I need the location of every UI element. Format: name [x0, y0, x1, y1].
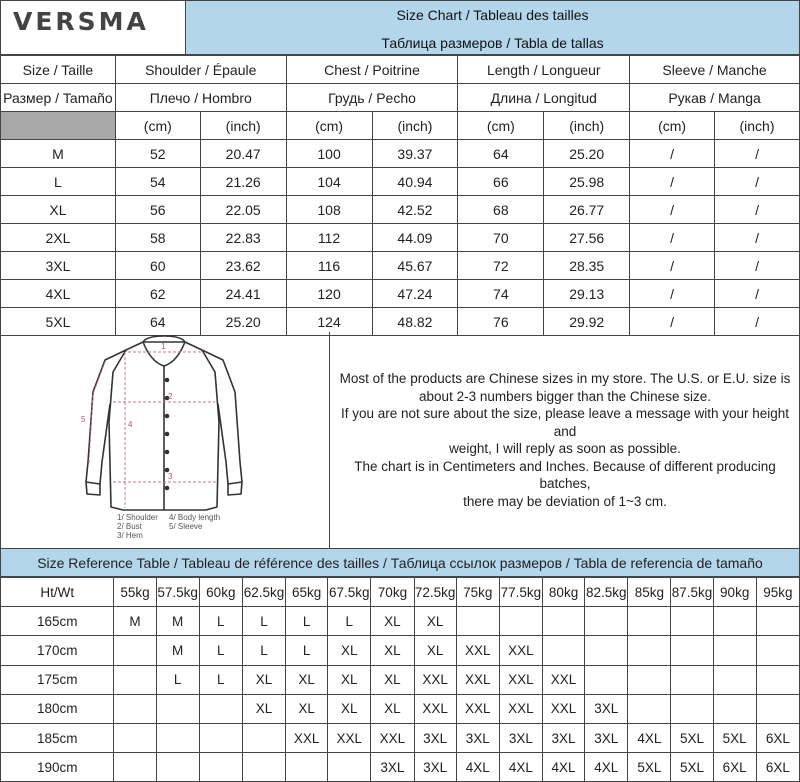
- measure-cell: /: [715, 308, 800, 336]
- measure-cell: 29.13: [544, 280, 630, 308]
- header-row-1: [1, 56, 800, 84]
- size-header-cell: Размер / Tamaño: [1, 84, 116, 112]
- measure-cell: 25.20: [200, 308, 286, 336]
- size-note: [330, 332, 800, 548]
- unit-cell: (inch): [372, 112, 458, 140]
- unit-cell: (cm): [458, 112, 544, 140]
- measure-cell: 24.41: [200, 280, 286, 308]
- info-section: [0, 332, 800, 549]
- weight-header-cell: 82.5kg: [585, 578, 628, 607]
- weight-header-cell: 75kg: [456, 578, 499, 607]
- size-cell: L: [199, 636, 242, 665]
- measure-header-cell: Shoulder / Épaule: [115, 56, 286, 84]
- unit-cell: (inch): [200, 112, 286, 140]
- measure-label-5: 5: [81, 415, 86, 424]
- size-cell: L: [242, 636, 285, 665]
- measure-cell: 21.26: [200, 168, 286, 196]
- size-cell: [114, 636, 156, 665]
- measure-cell: 22.83: [200, 224, 286, 252]
- measure-cell: /: [715, 280, 800, 308]
- measure-cell: /: [630, 252, 715, 280]
- height-label: 190cm: [1, 753, 114, 782]
- size-cell: [756, 665, 799, 694]
- size-cell: [628, 636, 671, 665]
- size-cell: XXL: [456, 636, 499, 665]
- weight-header-cell: 87.5kg: [671, 578, 713, 607]
- measure-cell: /: [715, 140, 800, 168]
- grey-cell: [1, 112, 116, 140]
- table-row: [1, 224, 800, 252]
- size-cell: [114, 723, 156, 752]
- legend-body-length: 4/ Body length: [169, 513, 221, 522]
- measure-cell: 100: [286, 140, 372, 168]
- size-cell: XL: [328, 694, 371, 723]
- size-reference-table: [0, 577, 800, 782]
- measure-label-2: 2: [168, 392, 173, 401]
- legend-sleeve: 5/ Sleeve: [169, 522, 203, 531]
- measure-cell: /: [630, 140, 715, 168]
- weight-header-cell: 85kg: [628, 578, 671, 607]
- size-cell: 4XL: [628, 723, 671, 752]
- size-cell: 5XL: [671, 723, 713, 752]
- height-label: 165cm: [1, 607, 114, 636]
- size-cell: L: [156, 665, 199, 694]
- size-cell: L: [286, 607, 328, 636]
- height-label: 185cm: [1, 723, 114, 752]
- measure-cell: 66: [458, 168, 544, 196]
- table-row: [1, 694, 800, 723]
- size-cell: XXL: [328, 723, 371, 752]
- size-cell: XL: [328, 636, 371, 665]
- size-label: M: [1, 140, 116, 168]
- size-cell: XL: [242, 665, 285, 694]
- note-line: If you are not sure about the size, please leave a message with your height and: [340, 406, 790, 439]
- size-cell: [156, 753, 199, 782]
- table-row: [1, 753, 800, 782]
- size-cell: [756, 607, 799, 636]
- size-cell: 3XL: [414, 753, 456, 782]
- weight-header-cell: 65kg: [286, 578, 328, 607]
- brand-logo: [0, 0, 186, 55]
- measure-header-cell: Рукав / Manga: [630, 84, 800, 112]
- height-label: 175cm: [1, 665, 114, 694]
- weight-header-cell: 62.5kg: [242, 578, 285, 607]
- size-cell: XXL: [456, 665, 499, 694]
- measure-cell: 26.77: [544, 196, 630, 224]
- measure-cell: 48.82: [372, 308, 458, 336]
- measure-cell: 120: [286, 280, 372, 308]
- measure-cell: 39.37: [372, 140, 458, 168]
- measure-cell: 58: [115, 224, 200, 252]
- measure-cell: 112: [286, 224, 372, 252]
- measure-header-cell: Length / Longueur: [458, 56, 630, 84]
- table-row: [1, 196, 800, 224]
- weight-header-cell: 57.5kg: [156, 578, 199, 607]
- reference-title: Size Reference Table / Tableau de référence des tailles / Таблица ссылок размеров / Tabla de referencia de tamaño: [0, 549, 800, 577]
- size-cell: XL: [371, 636, 414, 665]
- measure-cell: 20.47: [200, 140, 286, 168]
- table-row: [1, 636, 800, 665]
- size-cell: XL: [286, 694, 328, 723]
- legend-shoulder: 1/ Shoulder: [117, 513, 158, 522]
- measure-label-1: 1: [161, 342, 166, 351]
- size-cell: 3XL: [542, 723, 584, 752]
- size-cell: XL: [371, 694, 414, 723]
- units-row: [1, 112, 800, 140]
- measure-cell: 44.09: [372, 224, 458, 252]
- size-header-cell: Size / Taille: [1, 56, 116, 84]
- measure-label-3: 3: [168, 472, 173, 481]
- size-cell: XL: [414, 636, 456, 665]
- size-cell: 5XL: [713, 723, 756, 752]
- size-cell: [286, 753, 328, 782]
- measure-cell: 74: [458, 280, 544, 308]
- size-cell: [713, 665, 756, 694]
- measure-cell: 62: [115, 280, 200, 308]
- weight-header-cell: 60kg: [199, 578, 242, 607]
- size-cell: [242, 723, 285, 752]
- weight-header-cell: 67.5kg: [328, 578, 371, 607]
- size-cell: [156, 723, 199, 752]
- size-cell: [114, 694, 156, 723]
- table-row: [1, 168, 800, 196]
- table-row: [1, 607, 800, 636]
- measure-cell: /: [630, 168, 715, 196]
- table-row: [1, 252, 800, 280]
- size-cell: [499, 607, 542, 636]
- size-cell: M: [114, 607, 156, 636]
- measure-cell: 54: [115, 168, 200, 196]
- unit-cell: (cm): [115, 112, 200, 140]
- measure-cell: 108: [286, 196, 372, 224]
- size-cell: [671, 636, 713, 665]
- measure-cell: 23.62: [200, 252, 286, 280]
- size-label: 5XL: [1, 308, 116, 336]
- weight-header-cell: 80kg: [542, 578, 584, 607]
- size-cell: XXL: [499, 694, 542, 723]
- table-row: [1, 280, 800, 308]
- size-cell: L: [199, 665, 242, 694]
- measure-cell: 60: [115, 252, 200, 280]
- measure-cell: 64: [115, 308, 200, 336]
- unit-cell: (cm): [630, 112, 715, 140]
- size-cell: 4XL: [499, 753, 542, 782]
- size-cell: 6XL: [756, 753, 799, 782]
- brand-name: VERSMA: [13, 7, 149, 36]
- size-cell: XXL: [414, 665, 456, 694]
- measure-cell: 72: [458, 252, 544, 280]
- table-row: [1, 665, 800, 694]
- size-cell: 3XL: [414, 723, 456, 752]
- measure-cell: 45.67: [372, 252, 458, 280]
- size-cell: [585, 607, 628, 636]
- size-cell: [242, 753, 285, 782]
- size-cell: 3XL: [585, 723, 628, 752]
- size-cell: [114, 665, 156, 694]
- title-line-1: Size Chart / Tableau des tailles: [396, 7, 589, 23]
- size-cell: XL: [371, 665, 414, 694]
- unit-cell: (inch): [544, 112, 630, 140]
- measure-cell: 47.24: [372, 280, 458, 308]
- measure-cell: 27.56: [544, 224, 630, 252]
- size-cell: 3XL: [456, 723, 499, 752]
- size-cell: L: [286, 636, 328, 665]
- size-cell: 4XL: [456, 753, 499, 782]
- measure-cell: /: [630, 196, 715, 224]
- measure-cell: /: [630, 280, 715, 308]
- size-cell: 6XL: [756, 723, 799, 752]
- shirt-illustration: [1, 332, 329, 548]
- size-cell: [585, 636, 628, 665]
- note-line: weight, I will reply as soon as possible.: [449, 441, 681, 456]
- size-label: 3XL: [1, 252, 116, 280]
- reference-header-row: [1, 578, 800, 607]
- size-cell: XXL: [371, 723, 414, 752]
- table-row: [1, 140, 800, 168]
- size-cell: [542, 607, 584, 636]
- size-cell: XL: [371, 607, 414, 636]
- shirt-diagram: [1, 332, 330, 548]
- height-label: 170cm: [1, 636, 114, 665]
- size-cell: [628, 694, 671, 723]
- header-row-2: [1, 84, 800, 112]
- weight-header-cell: 77.5kg: [499, 578, 542, 607]
- size-cell: [671, 665, 713, 694]
- note-line: The chart is in Centimeters and Inches. Because of different producing batches,: [354, 458, 776, 491]
- weight-header-cell: 70kg: [371, 578, 414, 607]
- measure-cell: /: [715, 168, 800, 196]
- header: [0, 0, 800, 55]
- size-cell: [628, 607, 671, 636]
- measure-cell: /: [715, 196, 800, 224]
- table-row: [1, 723, 800, 752]
- size-cell: [713, 636, 756, 665]
- size-cell: XXL: [542, 665, 584, 694]
- size-label: 4XL: [1, 280, 116, 308]
- size-cell: [756, 694, 799, 723]
- size-cell: XXL: [456, 694, 499, 723]
- size-cell: [456, 607, 499, 636]
- size-cell: M: [156, 607, 199, 636]
- size-cell: [671, 694, 713, 723]
- size-cell: 3XL: [499, 723, 542, 752]
- size-cell: [542, 636, 584, 665]
- size-label: L: [1, 168, 116, 196]
- size-cell: [628, 665, 671, 694]
- measure-cell: 64: [458, 140, 544, 168]
- note-line: Most of the products are Chinese sizes in my store. The U.S. or E.U. size is: [339, 371, 791, 386]
- size-cell: 4XL: [585, 753, 628, 782]
- measure-cell: /: [630, 308, 715, 336]
- size-cell: XXL: [414, 694, 456, 723]
- unit-cell: (inch): [715, 112, 800, 140]
- size-cell: [585, 665, 628, 694]
- size-cell: XL: [414, 607, 456, 636]
- weight-header-cell: 95kg: [756, 578, 799, 607]
- size-cell: [671, 607, 713, 636]
- size-cell: [756, 636, 799, 665]
- size-cell: 5XL: [671, 753, 713, 782]
- measure-cell: 29.92: [544, 308, 630, 336]
- measure-cell: 56: [115, 196, 200, 224]
- size-cell: L: [242, 607, 285, 636]
- measure-header-cell: Sleeve / Manche: [630, 56, 800, 84]
- size-cell: [328, 753, 371, 782]
- size-cell: XL: [286, 665, 328, 694]
- measure-cell: /: [630, 224, 715, 252]
- size-cell: 3XL: [371, 753, 414, 782]
- legend-bust: 2/ Bust: [117, 522, 142, 531]
- measure-cell: /: [715, 224, 800, 252]
- measure-label-4: 4: [128, 420, 133, 429]
- measure-cell: 70: [458, 224, 544, 252]
- size-chart-table: [0, 55, 800, 336]
- measure-cell: 28.35: [544, 252, 630, 280]
- size-label: 2XL: [1, 224, 116, 252]
- size-cell: XL: [242, 694, 285, 723]
- size-cell: [199, 694, 242, 723]
- measure-cell: 116: [286, 252, 372, 280]
- measure-cell: 68: [458, 196, 544, 224]
- measure-header-cell: Длина / Longitud: [458, 84, 630, 112]
- size-cell: [114, 753, 156, 782]
- measure-cell: 76: [458, 308, 544, 336]
- legend-hem: 3/ Hem: [117, 531, 143, 540]
- measure-cell: 42.52: [372, 196, 458, 224]
- note-line: about 2-3 numbers bigger than the Chinese size.: [419, 388, 711, 404]
- size-cell: 3XL: [585, 694, 628, 723]
- measure-header-cell: Грудь / Pecho: [286, 84, 458, 112]
- size-cell: [156, 694, 199, 723]
- measure-cell: 124: [286, 308, 372, 336]
- title-box: [186, 0, 800, 55]
- measure-cell: 25.98: [544, 168, 630, 196]
- measure-cell: 104: [286, 168, 372, 196]
- size-cell: 4XL: [542, 753, 584, 782]
- measure-cell: 40.94: [372, 168, 458, 196]
- measure-cell: /: [715, 252, 800, 280]
- size-cell: 5XL: [628, 753, 671, 782]
- measure-cell: 52: [115, 140, 200, 168]
- unit-cell: (cm): [286, 112, 372, 140]
- size-cell: [713, 607, 756, 636]
- size-cell: L: [199, 607, 242, 636]
- size-cell: 6XL: [713, 753, 756, 782]
- size-cell: XXL: [499, 636, 542, 665]
- size-cell: L: [328, 607, 371, 636]
- measure-header-cell: Плечо / Hombro: [115, 84, 286, 112]
- size-cell: XXL: [499, 665, 542, 694]
- size-cell: [713, 694, 756, 723]
- weight-header-cell: 55kg: [114, 578, 156, 607]
- measure-cell: 22.05: [200, 196, 286, 224]
- measure-header-cell: Chest / Poitrine: [286, 56, 458, 84]
- size-cell: XXL: [542, 694, 584, 723]
- title-line-2: Таблица размеров / Tabla de tallas: [381, 35, 604, 51]
- size-cell: XL: [328, 665, 371, 694]
- size-cell: [199, 723, 242, 752]
- size-cell: [199, 753, 242, 782]
- measure-cell: 25.20: [544, 140, 630, 168]
- weight-header-cell: 72.5kg: [414, 578, 456, 607]
- note-line: there may be deviation of 1~3 cm.: [463, 493, 667, 509]
- size-cell: XXL: [286, 723, 328, 752]
- weight-header-cell: 90kg: [713, 578, 756, 607]
- size-label: XL: [1, 196, 116, 224]
- height-label: 180cm: [1, 694, 114, 723]
- weight-header-cell: Ht/Wt: [1, 578, 114, 607]
- size-cell: M: [156, 636, 199, 665]
